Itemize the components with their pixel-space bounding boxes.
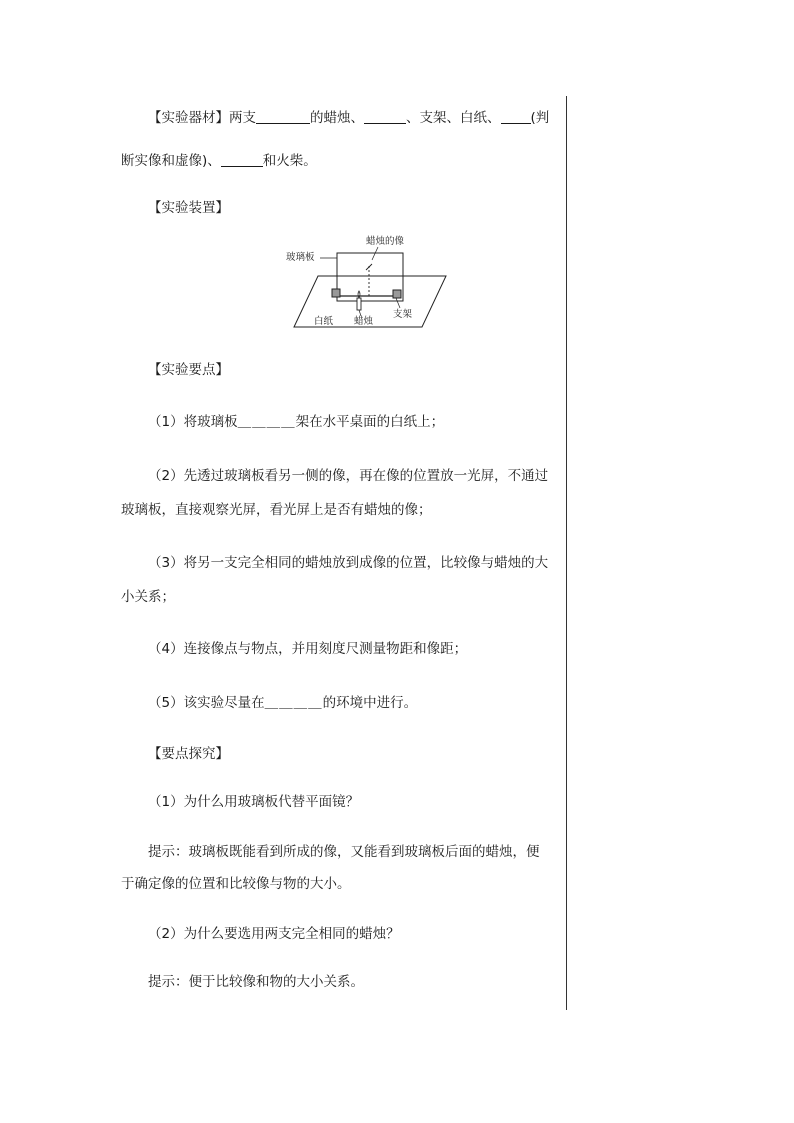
answer-2: 提示：便于比较像和物的大小关系。	[148, 974, 364, 990]
point-4: （4）连接像点与物点，并用刻度尺测量物距和像距；	[148, 641, 468, 657]
points-label: 【实验要点】	[148, 362, 229, 378]
glass-plate-label: 玻璃板	[286, 252, 315, 263]
candle	[357, 298, 361, 310]
point-2-line-2: 玻璃板，直接观察光屏，看光屏上是否有蜡烛的像；	[121, 502, 432, 518]
question-2: （2）为什么要选用两支完全相同的蜡烛？	[148, 926, 400, 942]
point-3-line-1: （3）将另一支完全相同的蜡烛放到成像的位置，比较像与蜡烛的大	[148, 555, 549, 571]
white-paper-label: 白纸	[314, 316, 334, 327]
explore-label: 【要点探究】	[148, 746, 229, 762]
blank	[256, 109, 310, 124]
blank	[221, 152, 263, 167]
blank: ＿＿＿＿	[264, 695, 323, 711]
stand-label: 支架	[393, 309, 413, 320]
candle-image-label: 蜡烛的像	[366, 236, 405, 247]
blank	[364, 109, 406, 124]
setup-label: 【实验装置】	[148, 200, 229, 216]
materials-line-2: 断实像和虚像)、 和火柴。	[121, 153, 317, 169]
blank	[501, 109, 531, 124]
stand-left	[332, 289, 340, 297]
stand-right	[393, 290, 401, 298]
answer-1-line-1: 提示：玻璃板既能看到所成的像，又能看到玻璃板后面的蜡烛，便	[148, 844, 540, 860]
blank: ＿＿＿＿	[237, 414, 296, 430]
materials-line-1: 【实验器材】两支 的蜡烛、 、支架、白纸、 (判	[148, 110, 550, 126]
answer-1-line-2: 于确定像的位置和比较像与物的大小。	[121, 876, 351, 892]
materials-label: 【实验器材】	[148, 110, 229, 126]
candle-flame	[358, 291, 360, 298]
candle-label: 蜡烛	[354, 316, 374, 327]
point-1: （1）将玻璃板＿＿＿＿架在水平桌面的白纸上；	[148, 414, 445, 430]
experiment-setup-figure	[280, 228, 460, 333]
point-3-line-2: 小关系；	[121, 589, 175, 605]
point-2-line-1: （2）先透过玻璃板看另一侧的像，再在像的位置放一光屏，不通过	[148, 468, 549, 484]
question-1: （1）为什么用玻璃板代替平面镜？	[148, 794, 360, 810]
point-5: （5）该实验尽量在＿＿＿＿的环境中进行。	[148, 695, 418, 711]
